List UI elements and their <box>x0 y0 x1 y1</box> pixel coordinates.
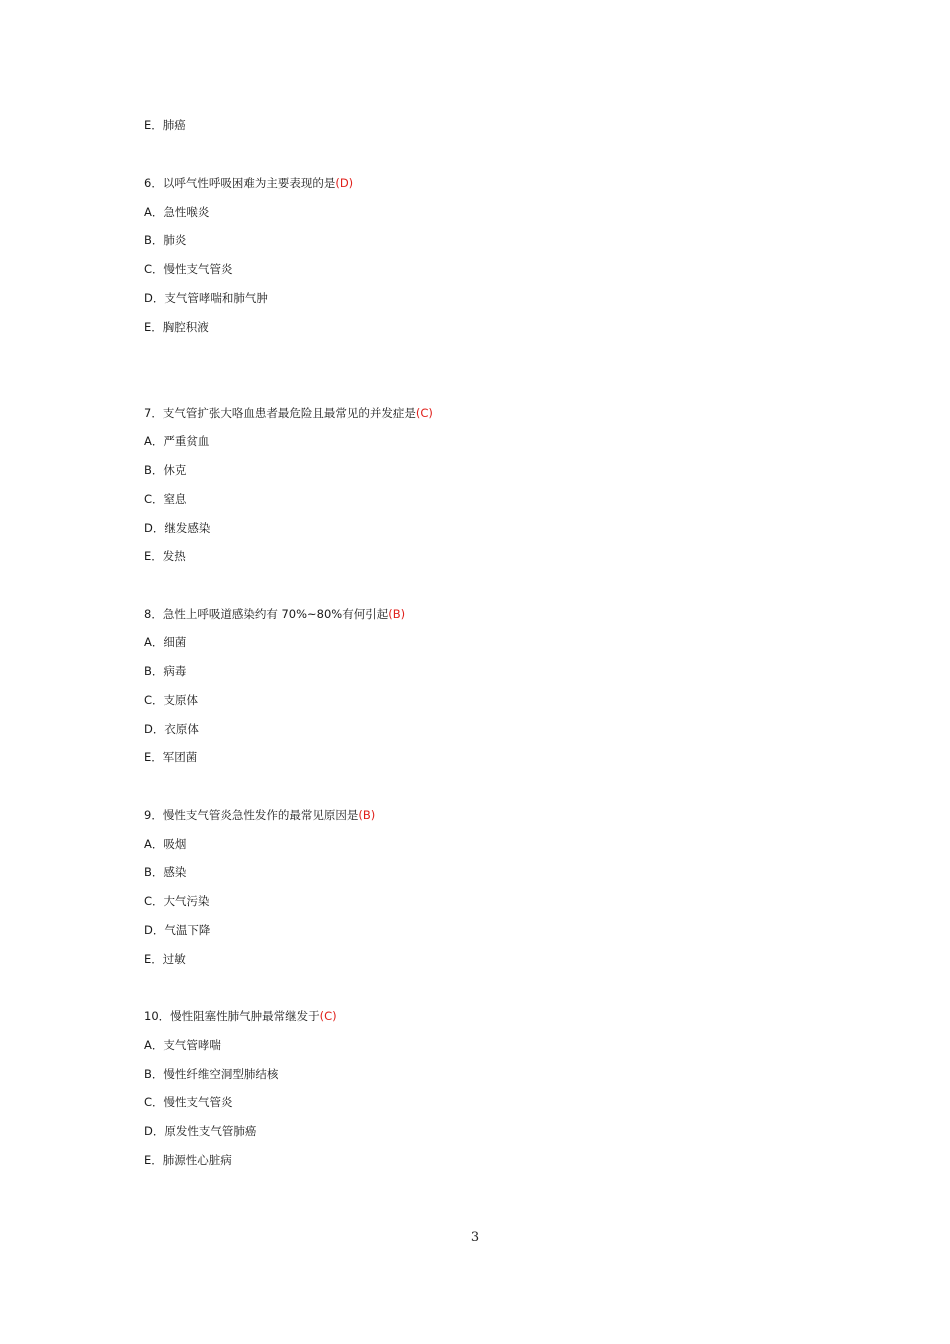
question-stem <box>144 1008 337 1024</box>
option-d: D．气温下降 <box>144 923 211 937</box>
stem-text: 7．支气管扩张大咯血患者最危险且最常见的并发症是 <box>144 406 416 420</box>
option-d: D．原发性支气管肺癌 <box>144 1124 257 1138</box>
answer-key: (B) <box>388 607 406 621</box>
option-c: C．大气污染 <box>144 894 210 908</box>
option-a: A．严重贫血 <box>144 434 210 448</box>
answer-key: (C) <box>319 1009 337 1023</box>
stem-text: 8．急性上呼吸道感染约有 70%~80%有何引起 <box>144 607 389 621</box>
option-c: C．窒息 <box>144 492 187 506</box>
option-a: A．吸烟 <box>144 837 187 851</box>
option-b: B．慢性纤维空洞型肺结核 <box>144 1067 279 1081</box>
option-e: E．发热 <box>144 549 186 563</box>
option-c: C．慢性支气管炎 <box>144 262 233 276</box>
option-d: D．支气管哮喘和肺气肿 <box>144 291 268 305</box>
option-e: E．过敏 <box>144 952 186 966</box>
option-b: B．休克 <box>144 463 187 477</box>
question-stem <box>144 405 433 421</box>
option-c: C．支原体 <box>144 693 199 707</box>
answer-key: (C) <box>415 406 433 420</box>
option-b: B．病毒 <box>144 664 187 678</box>
stem-text: 6．以呼气性呼吸困难为主要表现的是 <box>144 176 336 190</box>
option-d: D．继发感染 <box>144 521 211 535</box>
question-stem <box>144 606 405 622</box>
option-a: A．支气管哮喘 <box>144 1038 221 1052</box>
option-e: E．军团菌 <box>144 750 198 764</box>
question-stem <box>144 175 353 191</box>
question-stem <box>144 807 375 823</box>
option-a: A．急性喉炎 <box>144 205 210 219</box>
option-d: D．衣原体 <box>144 722 199 736</box>
option-e: E．肺源性心脏病 <box>144 1153 232 1167</box>
option-e: E．胸腔积液 <box>144 320 209 334</box>
stem-text: 10．慢性阻塞性肺气肿最常继发于 <box>144 1009 320 1023</box>
answer-key: (D) <box>335 176 354 190</box>
page-number: 3 <box>470 1230 480 1245</box>
stem-text: 9．慢性支气管炎急性发作的最常见原因是 <box>144 808 359 822</box>
answer-key: (B) <box>358 808 376 822</box>
option-b: B．肺炎 <box>144 233 187 247</box>
option-c: C．慢性支气管炎 <box>144 1095 233 1109</box>
option-b: B．感染 <box>144 865 187 879</box>
option-a: A．细菌 <box>144 635 187 649</box>
prev-question-option-e: E．肺癌 <box>144 118 186 132</box>
